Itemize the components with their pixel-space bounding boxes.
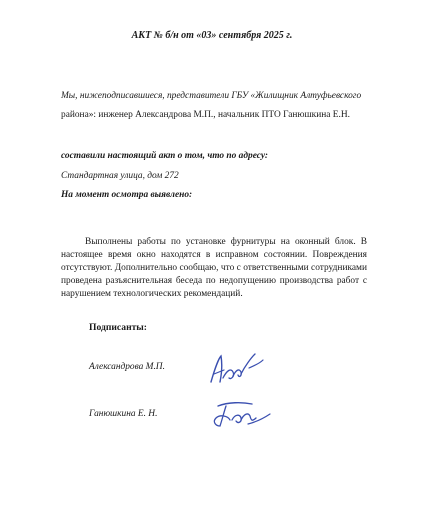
compiled-statement: составили настоящий акт о том, что по адресу: [61, 151, 268, 161]
signer-name-2: Ганюшкина Е. Н. [89, 409, 158, 419]
inspection-findings [61, 236, 367, 301]
intro-line-1: Мы, нижеподписавшиеся, представители ГБУ «Жилищник Алтуфьевского [61, 91, 362, 101]
signature-2 [208, 396, 272, 432]
signature-1 [205, 348, 267, 390]
signer-name-1: Александрова М.П. [89, 362, 165, 372]
intro-line-2: района»: инженер Александрова М.П., начальник ПТО Ганюшкина Е.Н. [61, 110, 350, 120]
document-title: АКТ № б/н от «03» сентября 2025 г. [131, 30, 293, 41]
findings-paragraph: Выполнены работы по установке фурнитуры на оконный блок. В настоящее время окно находятся в исправном состоянии. Повреждения отсутствуют. Дополнительно сообщаю, что с ответственными сотрудниками проведена разъяснительная беседа по недопущению производства работ с нарушением технологических рекомендаций. [61, 237, 367, 299]
inspection-heading: На момент осмотра выявлено: [61, 190, 193, 200]
address-line: Стандартная улица, дом 272 [61, 171, 179, 181]
signers-heading: Подписанты: [89, 322, 147, 333]
